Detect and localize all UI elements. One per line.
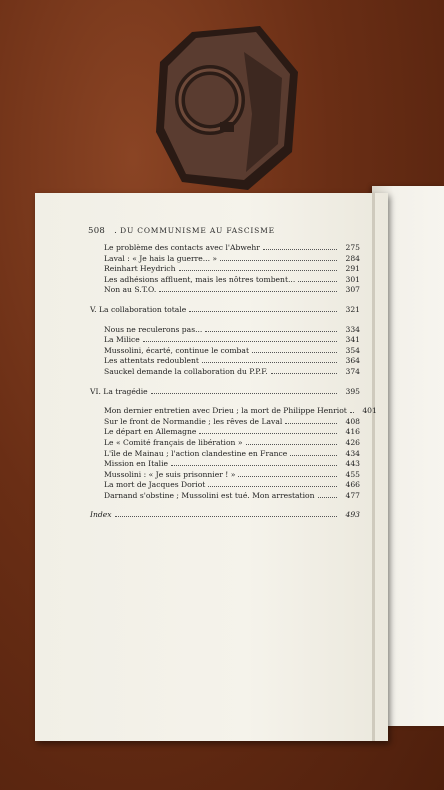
- dot-leader: [298, 275, 337, 282]
- toc-entry-title: Sauckel demande la collaboration du P.P.F.: [104, 366, 268, 376]
- toc-entry-page: 307: [345, 285, 360, 295]
- dot-leader: [318, 491, 338, 498]
- toc-chapter: [90, 305, 360, 316]
- dot-leader: [202, 356, 337, 363]
- toc-entry-page: 434: [345, 448, 360, 458]
- dot-leader: [290, 449, 337, 456]
- toc-entry-page: 416: [345, 427, 360, 437]
- dot-leader: [263, 243, 337, 250]
- toc-spacer: [90, 501, 360, 510]
- toc-entry-page: 395: [345, 386, 360, 396]
- toc-entry-page: 477: [345, 490, 360, 500]
- toc-entry-title: Mon dernier entretien avec Drieu ; la mort de Philippe Henriot: [104, 406, 347, 416]
- toc-entry-page: 341: [345, 335, 360, 345]
- dot-leader: [143, 335, 337, 342]
- toc-entry-page: 493: [345, 510, 360, 520]
- toc-entry-page: 275: [345, 243, 360, 252]
- running-title: DU COMMUNISME AU FASCISME: [120, 226, 275, 235]
- dot-leader: [205, 325, 337, 332]
- toc-entry-page: 408: [345, 416, 360, 426]
- toc-entry: [90, 356, 360, 367]
- toc-entry: [90, 285, 360, 296]
- book-gutter: [372, 193, 375, 741]
- toc-entry: [90, 406, 377, 417]
- toc-entry-page: 291: [345, 264, 360, 274]
- dot-leader: [238, 470, 337, 477]
- dot-leader: [246, 438, 337, 445]
- toc-entry-page: 334: [345, 324, 360, 334]
- toc-entry-title: Les adhésions affluent, mais les nôtres tombent...: [104, 274, 296, 284]
- toc-entry-title: Les attentats redoublent: [104, 356, 199, 366]
- toc-entry: [90, 264, 360, 275]
- toc-entry-page: 401: [362, 406, 377, 416]
- toc-entry-page: 301: [345, 274, 360, 284]
- toc-entry-page: 466: [345, 480, 360, 490]
- toc-entry-title: Darnand s'obstine ; Mussolini est tué. Mon arrestation: [104, 490, 315, 500]
- dot-leader: [151, 387, 337, 394]
- dot-leader: [179, 264, 337, 271]
- toc-entry: [90, 346, 360, 357]
- toc-entry-title: Sur le front de Normandie ; les rêves de Laval: [104, 416, 283, 426]
- dot-leader: [115, 510, 337, 517]
- dot-leader: [171, 459, 337, 466]
- toc-entry: [90, 427, 360, 438]
- toc-entry-title: Nous ne reculerons pas...: [104, 324, 203, 334]
- toc-entry-title: Mussolini, écarté, continue le combat: [104, 345, 250, 355]
- toc-spacer: [90, 378, 360, 387]
- toc-entry-title: VI. La tragédie: [90, 386, 148, 396]
- toc-entry: [90, 275, 360, 286]
- toc-entry-page: 455: [345, 469, 360, 479]
- toc-entry: [90, 325, 360, 336]
- toc-entry-title: V. La collaboration totale: [90, 304, 187, 314]
- toc-entry-page: 426: [345, 437, 360, 447]
- toc-entry: [90, 480, 360, 491]
- toc-entry: [90, 459, 360, 470]
- toc-entry: [90, 367, 360, 378]
- toc-entry-page: 321: [345, 304, 360, 314]
- toc-entry-title: L'île de Mainau ; l'action clandestine en France: [104, 448, 288, 458]
- toc-entry: [90, 254, 360, 265]
- dot-leader: [220, 254, 337, 261]
- running-head: [88, 226, 348, 236]
- dot-leader: [208, 480, 337, 487]
- dot-leader: [271, 367, 337, 374]
- toc-entry: [90, 470, 360, 481]
- cast-iron-weight-icon: [152, 22, 300, 192]
- toc-entry: [90, 491, 360, 502]
- dot-leader: [285, 417, 337, 424]
- toc-spacer: [90, 296, 360, 305]
- toc-entry-title: Mussolini : « Je suis prisonnier ! »: [104, 469, 236, 479]
- toc-entry-page: 364: [345, 356, 360, 366]
- toc-entry: [90, 438, 360, 449]
- toc-entry-title: Laval : « Je hais la guerre... »: [104, 253, 218, 263]
- toc-spacer: [90, 316, 360, 325]
- toc-entry: [90, 335, 360, 346]
- toc-entry-title: Le départ en Allemagne: [104, 427, 197, 437]
- toc-spacer: [90, 397, 360, 406]
- toc-entry-page: 354: [345, 345, 360, 355]
- dot-leader: [189, 305, 337, 312]
- toc-entry: [90, 449, 360, 460]
- toc-entry-title: Le problème des contacts avec l'Abwehr: [104, 243, 260, 252]
- dot-leader: [199, 427, 337, 434]
- toc-entry-title: Reinhart Heydrich: [104, 264, 176, 274]
- toc-entry-title: Mission en Italie: [104, 459, 169, 469]
- separator: .: [114, 226, 121, 236]
- toc-entry-title: Non au S.T.O.: [104, 285, 157, 295]
- toc-entry-page: 374: [345, 366, 360, 376]
- toc-entry: [90, 417, 360, 428]
- toc-entry-title: Index: [90, 510, 112, 520]
- toc-entry-title: La Milice: [104, 335, 140, 345]
- toc-entry-title: Le « Comité français de libération »: [104, 437, 243, 447]
- dot-leader: [159, 285, 337, 292]
- toc-index: [90, 510, 360, 521]
- dot-leader: [252, 346, 337, 353]
- table-of-contents: [90, 243, 377, 521]
- toc-entry: [90, 243, 360, 254]
- dot-leader: [350, 406, 354, 413]
- toc-entry-page: 284: [345, 253, 360, 263]
- toc-entry-page: 443: [345, 459, 360, 469]
- page-number: 508: [88, 226, 106, 236]
- toc-entry-title: La mort de Jacques Doriot: [104, 480, 206, 490]
- toc-chapter: [90, 387, 360, 398]
